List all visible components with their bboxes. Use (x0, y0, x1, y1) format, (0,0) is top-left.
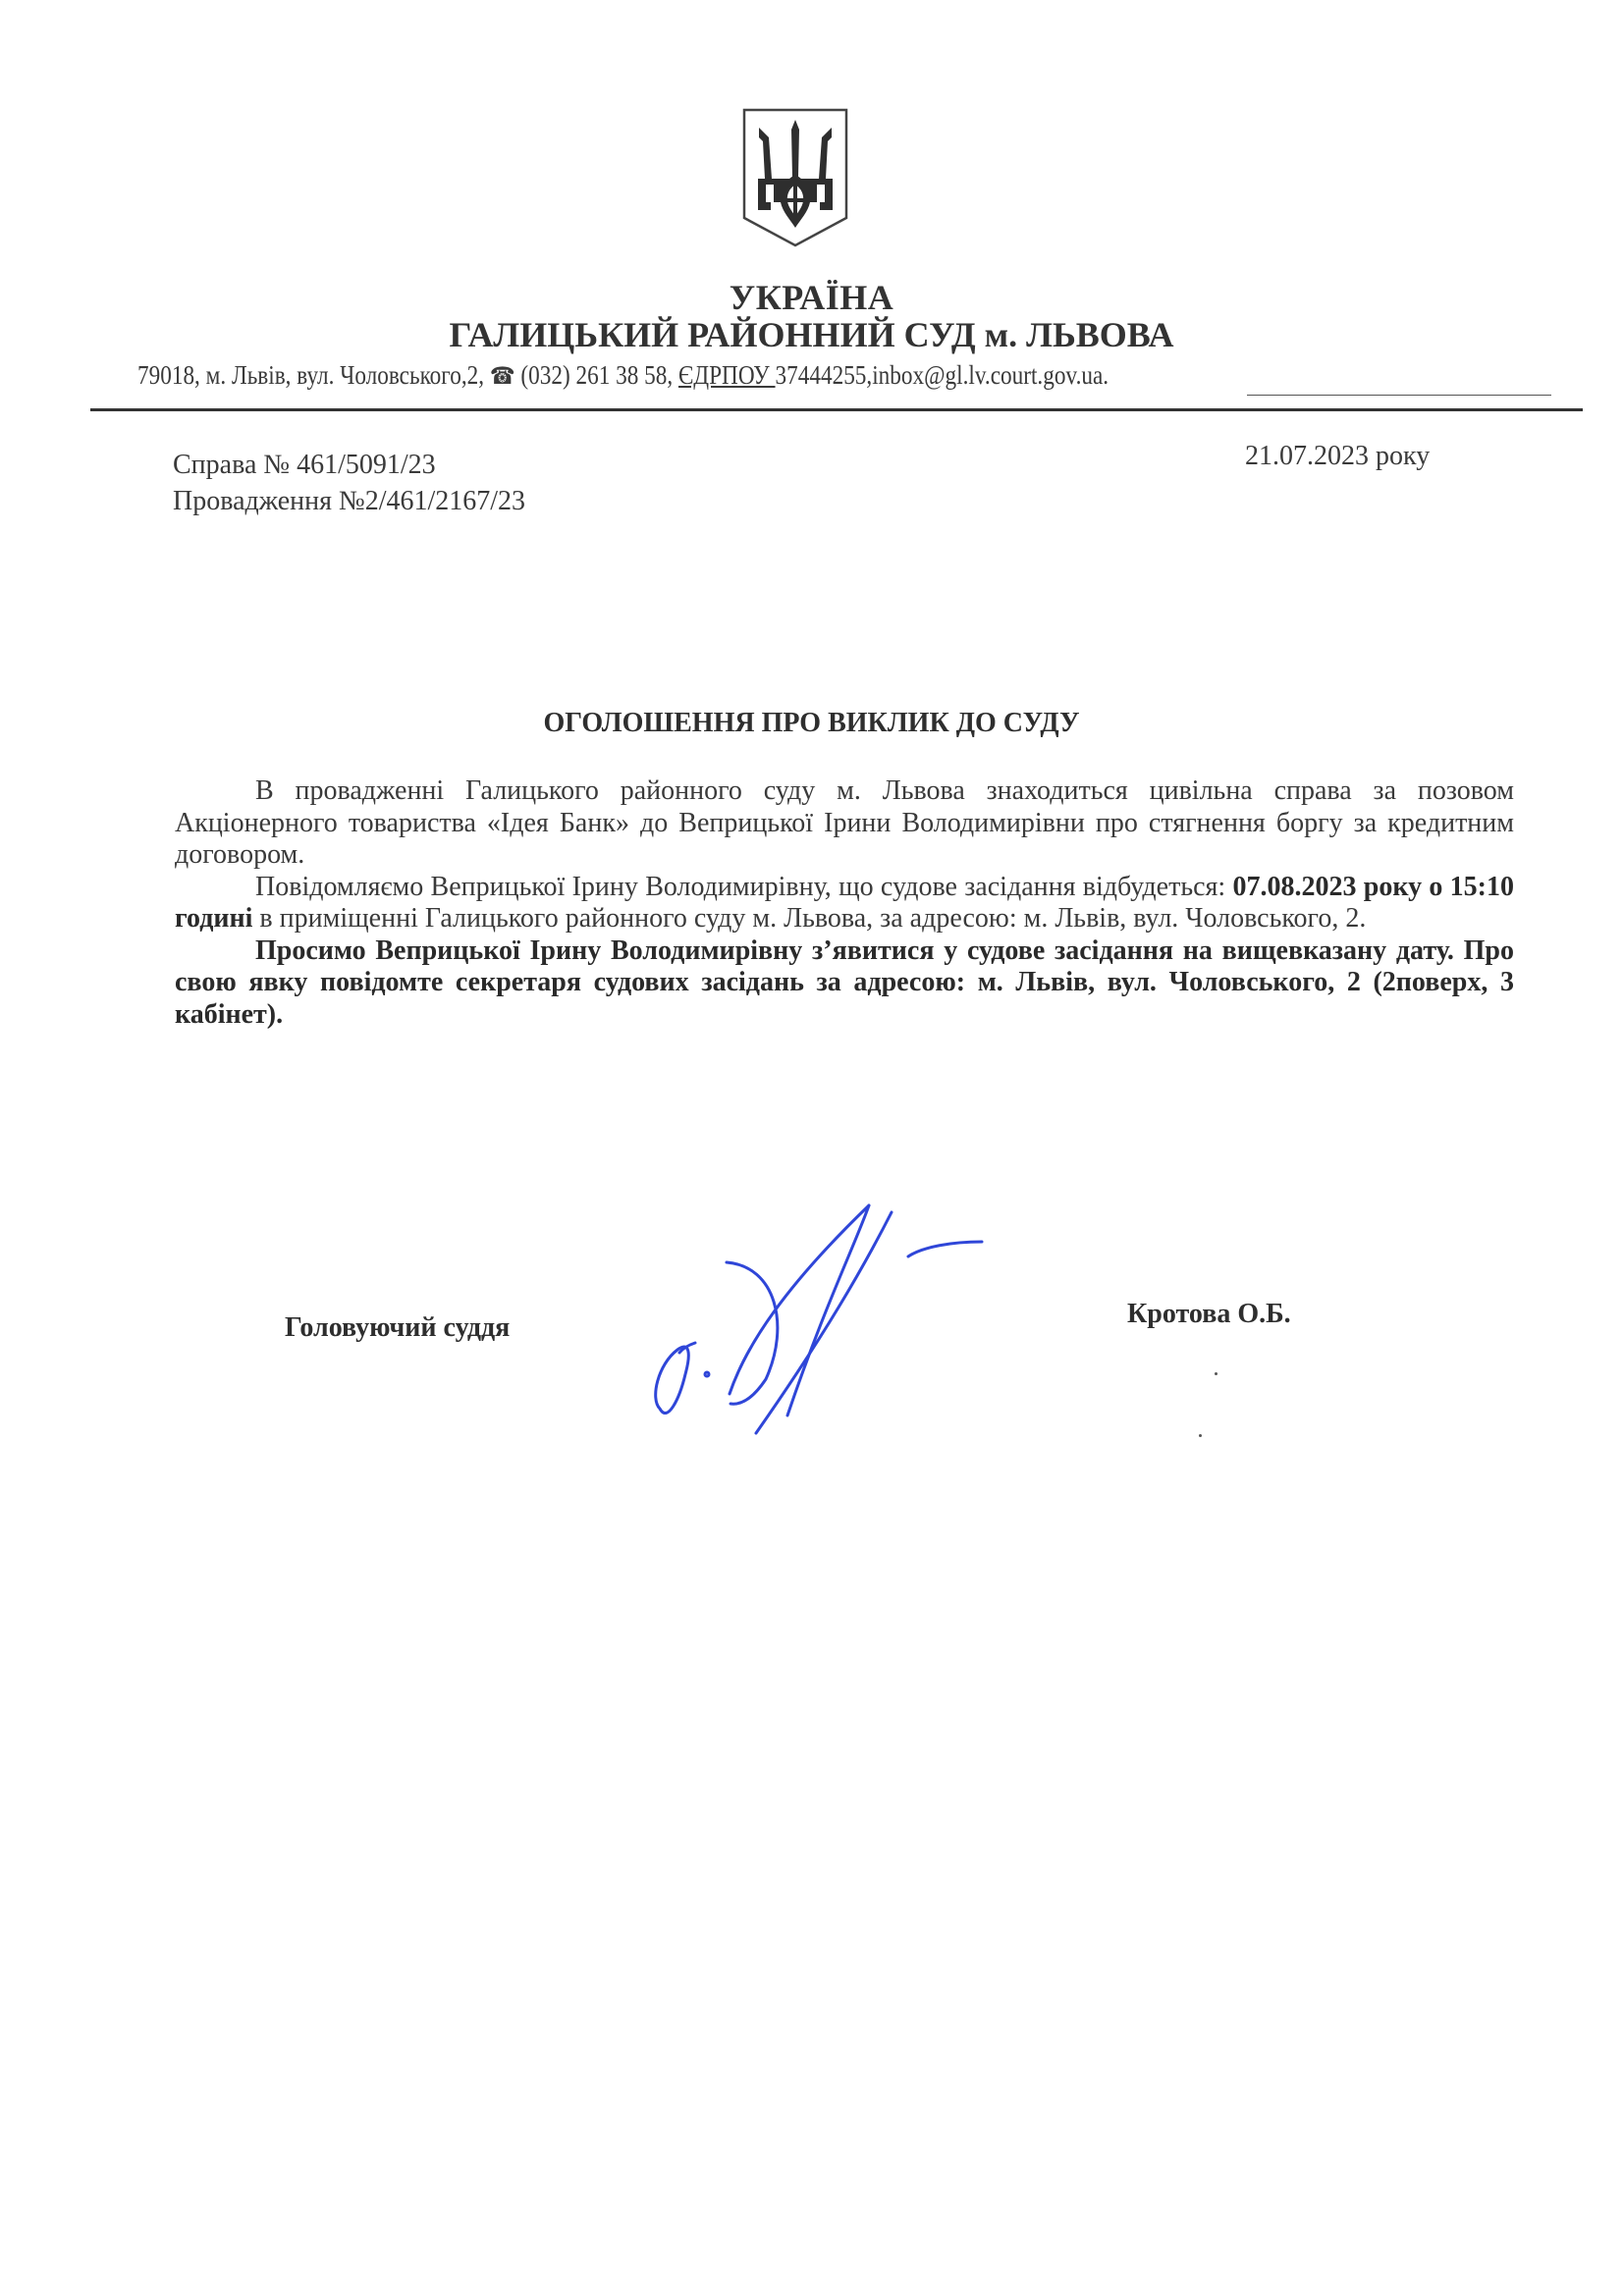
court-phone: (032) 261 38 58, (514, 360, 678, 390)
document-title: ОГОЛОШЕННЯ ПРО ВИКЛИК ДО СУДУ (543, 708, 1080, 738)
edrpou-label: ЄДРПОУ (677, 360, 776, 390)
scan-speck (1199, 1434, 1202, 1437)
paragraph-hearing-notice (175, 872, 1514, 935)
case-number: Справа № 461/5091/23 (173, 450, 436, 480)
signature-strokes (656, 1205, 982, 1433)
hearing-notice-start: Повідомляємо Веприцької Ірину Володимирівну, що судове засідання відбудеться: (255, 871, 1233, 902)
coat-of-arms-icon (741, 108, 849, 247)
proceeding-number: Провадження №2/461/2167/23 (173, 486, 526, 516)
document-date: 21.07.2023 року (1245, 441, 1431, 471)
document-body (175, 775, 1514, 1031)
header-country: УКРАЇНА (729, 278, 894, 317)
contacts-underline (1247, 395, 1551, 396)
hearing-notice-end: в приміщенні Галицького районного суду м. Львова, за адресою: м. Львів, вул. Чоловського, 2. (252, 903, 1367, 934)
court-address: 79018, м. Львів, вул. Чоловського,2, (137, 360, 490, 390)
paragraph-case-info: В провадженні Галицького районного суду м. Львова знаходиться цивільна справа за позовом Акціонерного товариства «Ідея Банк» до Веприцької Ірини Володимирівни про стягнення боргу за кредитним договором. (175, 775, 1514, 870)
hearing-datetime: 07.08.2023 року о 15:10 годині (175, 871, 1514, 934)
signatory-role: Головуючий суддя (285, 1312, 511, 1343)
header-divider (90, 408, 1583, 411)
paragraph-appearance-request: Просимо Веприцької Ірину Володимирівну з’явитися у судове засідання на вищевказану дату. Про свою явку повідомте секретаря судових засідань за адресою: м. Львів, вул. Чоловського, 2 (2поверх, 3 кабінет). (175, 934, 1514, 1030)
handwritten-signature (628, 1188, 1021, 1443)
judge-name: Кротова О.Б. (1127, 1299, 1291, 1329)
court-contacts (137, 360, 1109, 391)
header-court-name: ГАЛИЦЬКИЙ РАЙОННИЙ СУД м. ЛЬВОВА (449, 315, 1174, 354)
scan-speck (1215, 1372, 1217, 1375)
phone-icon: ☎ (489, 362, 515, 390)
edrpou-value: 37444255, (775, 360, 873, 390)
court-email[interactable]: inbox@gl.lv.court.gov.ua. (872, 360, 1109, 390)
